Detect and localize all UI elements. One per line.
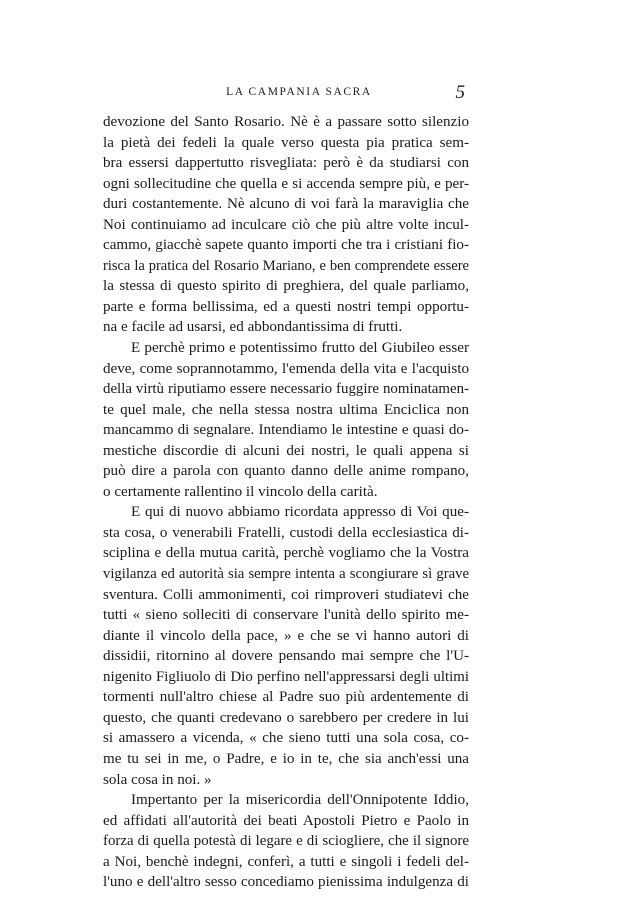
paragraph-end-line: o certamente rallentino il vincolo della carità. [103, 483, 378, 500]
text-line: cammo, giacchè sapete quanto importi che tra i cristiani fio- [103, 237, 469, 254]
text-line: risca la pratica del Rosario Mariano, e ben comprendete essere [103, 257, 469, 274]
text-line: forza di quella potestà di legare e di sciogliere, che il signore [103, 833, 469, 850]
text-line: te quel male, che nella stessa nostra ultima Enciclica non [103, 401, 469, 418]
paragraph-end-line: na e facile ad usarsi, ed abbondantissima di frutti. [103, 319, 403, 336]
text-line: deve, come soprannotammo, l'emenda della vita e l'acquisto [103, 360, 469, 377]
text-line: Noi continuiamo ad inculcare ciò che più altre volte incul- [103, 216, 469, 233]
paragraph-start-line: E perchè primo e potentissimo frutto del Giubileo esser [131, 340, 469, 357]
text-line: duri costantemente. Nè alcuno di voi farà la maraviglia che [103, 196, 469, 213]
text-line: può dire a parola con quanto danno delle anime rompano, [103, 463, 469, 480]
text-line: devozione del Santo Rosario. Nè è a passare sotto silenzio [103, 114, 469, 130]
text-line: a Noi, benchè indegni, conferì, a tutti e singoli i fedeli del- [103, 853, 469, 870]
text-line: ogni sollecitudine che quella e si accenda sempre più, e per- [103, 175, 469, 192]
text-line: tutti « sieno solleciti di conservare l'unità dello spirito me- [103, 607, 469, 624]
paragraph-end-line: sola cosa in noi. » [103, 771, 212, 788]
paragraph-start-line: Impertanto per la misericordia dell'Onnipotente Iddio, [131, 792, 469, 809]
running-head: LA CAMPANIA SACRA [226, 86, 372, 98]
text-line: sta cosa, o venerabili Fratelli, custodi della ecclesiastica di- [103, 524, 469, 541]
text-line: diante il vincolo della pace, » e che se vi hanno autori di [103, 627, 469, 644]
text-line: bra essersi dappertutto risvegliata: però è da studiarsi con [103, 155, 469, 172]
text-line: sventura. Colli ammonimenti, coi rimproveri studiatevi che [103, 586, 469, 603]
text-line: mestiche discordie di alcuni dei nostri, le quali appena si [103, 442, 469, 459]
text-line: mancammo di segnalare. Intendiamo le intestine e quasi do- [103, 422, 469, 439]
text-line: me tu sei in me, o Padre, e io in te, che sia anch'essi una [103, 750, 469, 767]
body-text [103, 112, 469, 893]
text-line: si amassero a vicenda, « che sieno tutti una sola cosa, co- [103, 730, 469, 747]
text-line: nigenito Figliuolo di Dio perfino nell'appressarsi degli ultimi [103, 668, 469, 685]
text-line: la stessa di questo spirito di preghiera, del quale parliamo, [103, 278, 469, 295]
text-line: vigilanza ed autorità sia sempre intenta a scongiurare sì grave [103, 566, 469, 583]
text-line: della virtù riputiamo essere necessario fuggire nominatamen- [103, 381, 469, 398]
paragraph-start-line: E qui di nuovo abbiamo ricordata appresso di Voi que- [131, 504, 469, 521]
text-line: l'uno e dell'altro sesso concediamo pienissima indulgenza di [103, 874, 469, 891]
text-line: sciplina e della mutua carità, perchè vogliamo che la Vostra [103, 545, 469, 562]
page-header [103, 82, 465, 106]
text-line: ed affidati all'autorità dei beati Apostoli Pietro e Paolo in [103, 812, 469, 829]
text-line: dissidii, ritornino al dovere pensando mai sempre che l'U- [103, 648, 469, 665]
text-line: tormenti null'altro chiese al Padre suo più ardentemente di [103, 689, 469, 706]
text-line: parte e forma bellissima, ed a questi nostri tempi opportu- [103, 298, 469, 315]
text-line: la pietà dei fedeli la quale verso questa pia pratica sem- [103, 134, 469, 151]
page-number: 5 [455, 82, 465, 103]
text-line: questo, che quanti credevano o sarebbero per credere in lui [103, 709, 469, 726]
